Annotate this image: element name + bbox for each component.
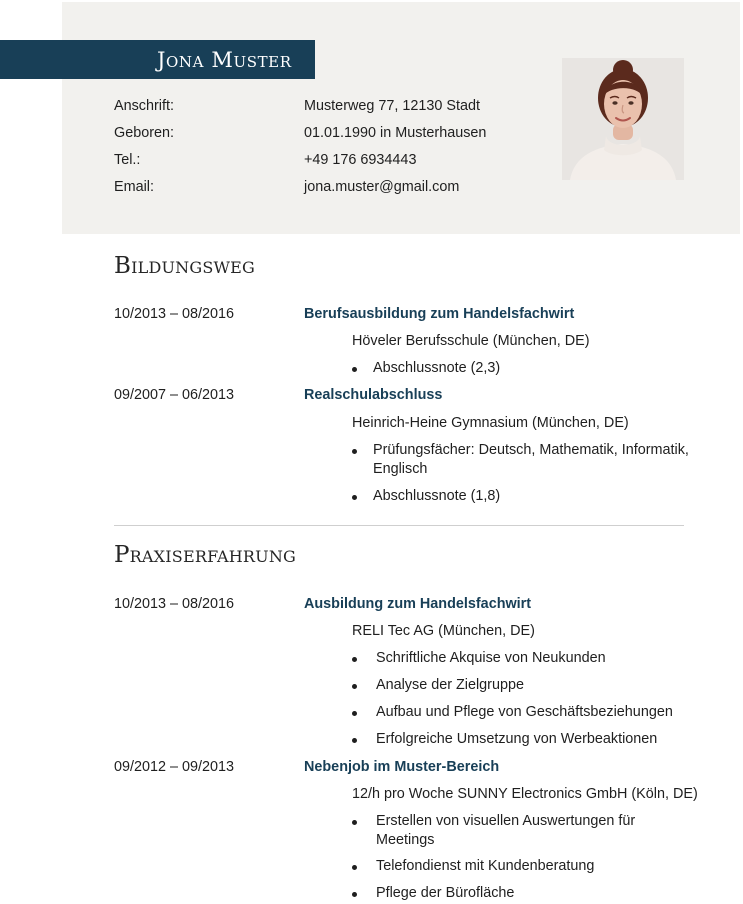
bullet-dot [352, 865, 357, 870]
education-entry-institution: Höveler Berufsschule (München, DE) [352, 333, 590, 349]
experience-entry-title: Ausbildung zum Handelsfachwirt [304, 596, 532, 612]
bullet-dot [352, 684, 357, 689]
email-label: Email: [114, 179, 154, 195]
education-entry-institution: Heinrich-Heine Gymnasium (München, DE) [352, 415, 629, 431]
education-entry-date: 09/2007 – 06/2013 [114, 387, 235, 403]
bullet-text: Telefondienst mit Kundenberatung [376, 858, 595, 874]
bullet-dot [352, 820, 357, 825]
experience-bullet [352, 703, 692, 723]
education-bullet [352, 487, 692, 507]
experience-bullet [352, 649, 692, 669]
education-entry-title: Berufsausbildung zum Handelsfachwirt [304, 306, 575, 322]
bullet-dot [352, 495, 357, 500]
experience-entry-company: RELI Tec AG (München, DE) [352, 623, 535, 639]
bullet-dot [352, 657, 357, 662]
bullet-text: Abschlussnote (2,3) [373, 360, 501, 376]
experience-entry-company: 12/h pro Woche SUNNY Electronics GmbH (Köln, DE) [352, 786, 698, 802]
experience-bullet [352, 884, 692, 904]
bullet-dot [352, 711, 357, 716]
bullet-text: Analyse der Zielgruppe [376, 677, 524, 693]
education-entry-date: 10/2013 – 08/2016 [114, 306, 235, 322]
bullet-dot [352, 367, 357, 372]
email-value: jona.muster@gmail.com [304, 179, 460, 195]
bullet-text: Pflege der Bürofläche [376, 885, 515, 901]
education-section-title: Bildungsweg [114, 253, 256, 279]
experience-entry-date: 09/2012 – 09/2013 [114, 759, 235, 775]
address-value: Musterweg 77, 12130 Stadt [304, 98, 480, 114]
bullet-text: Prüfungsfächer: Deutsch, Mathematik, Informatik, Englisch [373, 442, 689, 477]
bullet-dot [352, 738, 357, 743]
education-bullet [352, 359, 692, 379]
birth-value: 01.01.1990 in Musterhausen [304, 125, 487, 141]
candidate-name: Jona Muster [157, 48, 292, 72]
bullet-text: Schriftliche Akquise von Neukunden [376, 650, 606, 666]
education-bullet [352, 441, 697, 481]
experience-section-title: Praxiserfahrung [114, 542, 297, 568]
bullet-dot [352, 449, 357, 454]
experience-entry-title: Nebenjob im Muster-Bereich [304, 759, 500, 775]
bullet-text: Erfolgreiche Umsetzung von Werbeaktionen [376, 731, 658, 747]
portrait-photo [562, 58, 684, 180]
bullet-text: Abschlussnote (1,8) [373, 488, 501, 504]
experience-bullet [352, 730, 692, 750]
experience-bullet [352, 676, 692, 696]
bullet-text: Erstellen von visuellen Auswertungen für Meetings [376, 813, 636, 848]
birth-label: Geboren: [114, 125, 175, 141]
experience-bullet [352, 812, 697, 852]
phone-value: +49 176 6934443 [304, 152, 417, 168]
education-entry-title: Realschulabschluss [304, 387, 443, 403]
bullet-text: Aufbau und Pflege von Geschäftsbeziehungen [376, 704, 673, 720]
experience-entry-date: 10/2013 – 08/2016 [114, 596, 235, 612]
address-label: Anschrift: [114, 98, 174, 114]
section-divider [114, 525, 684, 526]
phone-label: Tel.: [114, 152, 141, 168]
bullet-dot [352, 892, 357, 897]
experience-bullet [352, 857, 692, 877]
